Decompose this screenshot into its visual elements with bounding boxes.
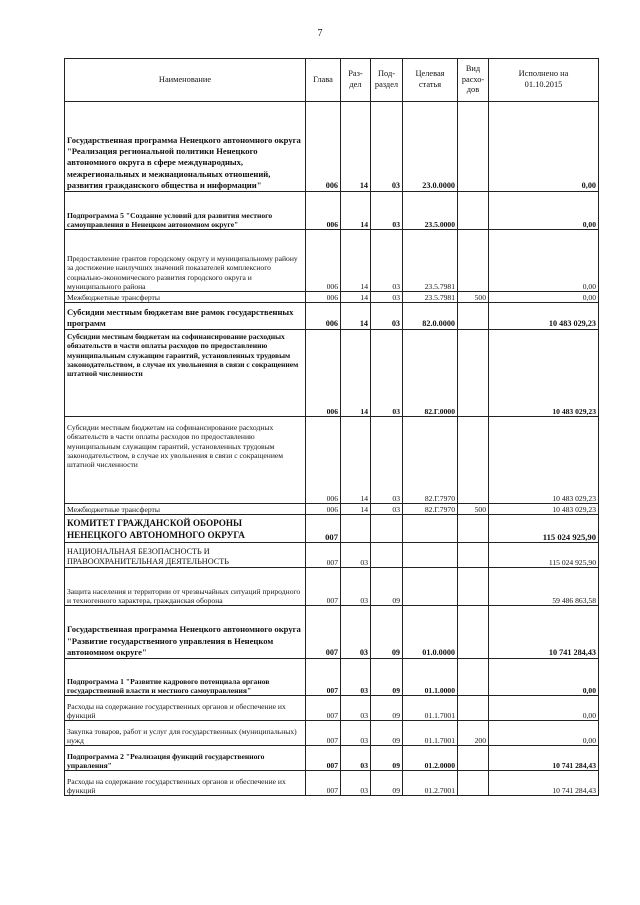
table-row [65,771,599,796]
row-podrazdel: 09 [371,721,403,746]
row-glava: 007 [306,659,341,696]
row-razdel: 03 [341,543,371,568]
row-article: 82.Г.7970 [403,417,458,504]
header-podrazdel: Под- раздел [371,59,403,102]
row-glava: 007 [306,606,341,659]
row-article: 23.5.7981 [403,292,458,303]
row-razdel: 14 [341,417,371,504]
row-glava: 006 [306,417,341,504]
row-vid [458,771,489,796]
row-amount: 10 483 029,23 [489,330,599,417]
table-row [65,102,599,192]
row-article [403,568,458,606]
row-razdel: 14 [341,504,371,515]
header-article: Целевая статья [403,59,458,102]
row-article: 01.2.0000 [403,746,458,771]
row-name: Расходы на содержание государственных органов и обеспечение их функций [65,696,306,721]
row-razdel: 14 [341,292,371,303]
table-row [65,417,599,504]
header-razdel: Раз- дел [341,59,371,102]
row-razdel: 14 [341,192,371,230]
row-vid [458,568,489,606]
row-name: Защита населения и территории от чрезвычайных ситуаций природного и техногенного характера, гражданская оборона [65,568,306,606]
row-podrazdel: 09 [371,696,403,721]
header-glava: Глава [306,59,341,102]
row-article: 23.5.7981 [403,230,458,292]
row-article: 01.1.7001 [403,696,458,721]
row-podrazdel: 03 [371,504,403,515]
row-glava: 007 [306,746,341,771]
table-row [65,192,599,230]
row-podrazdel: 03 [371,303,403,330]
row-vid [458,192,489,230]
row-podrazdel: 09 [371,606,403,659]
row-amount: 10 741 284,43 [489,746,599,771]
row-article: 23.0.0000 [403,102,458,192]
row-razdel: 03 [341,568,371,606]
row-vid [458,543,489,568]
page-number: 7 [317,28,323,39]
row-article: 82.0.0000 [403,303,458,330]
row-amount: 0,00 [489,721,599,746]
row-name: Подпрограмма 5 "Создание условий для развития местного самоуправления в Ненецком автономном округе" [65,192,306,230]
row-vid [458,696,489,721]
row-name: Субсидии местным бюджетам на софинансирование расходных обязательств в части оплаты расходов по предоставлению муниципальным служащим гарантий, установленных трудовым законодательством, в случае их увольнения в связи с сокращением штатной численности [65,330,306,417]
row-name: Предоставление грантов городскому округу и муниципальному району за достижение наилучших значений показателей комплексного социально-экономического развития городского округа и муниципального района [65,230,306,292]
row-name: Подпрограмма 2 "Реализация функций государственного управления" [65,746,306,771]
row-glava: 007 [306,568,341,606]
row-razdel: 14 [341,102,371,192]
row-name: НАЦИОНАЛЬНАЯ БЕЗОПАСНОСТЬ И ПРАВООХРАНИТЕЛЬНАЯ ДЕЯТЕЛЬНОСТЬ [65,543,306,568]
row-vid: 500 [458,504,489,515]
row-glava: 007 [306,771,341,796]
row-article: 01.0.0000 [403,606,458,659]
table-row [65,543,599,568]
row-razdel: 14 [341,230,371,292]
table-row [65,515,599,543]
row-article: 01.2.7001 [403,771,458,796]
row-glava: 006 [306,303,341,330]
row-amount: 10 741 284,43 [489,771,599,796]
table-row [65,746,599,771]
header-vid: Вид расхо- дов [458,59,489,102]
row-amount: 0,00 [489,696,599,721]
row-podrazdel: 03 [371,330,403,417]
table-row [65,721,599,746]
row-razdel: 03 [341,771,371,796]
row-razdel: 14 [341,303,371,330]
row-vid [458,746,489,771]
row-glava: 006 [306,292,341,303]
table-row [65,230,599,292]
row-name: КОМИТЕТ ГРАЖДАНСКОЙ ОБОРОНЫ НЕНЕЦКОГО АВТОНОМНОГО ОКРУГА [65,515,306,543]
row-amount: 115 024 925,90 [489,543,599,568]
row-podrazdel: 03 [371,102,403,192]
row-amount: 10 483 029,23 [489,303,599,330]
row-vid [458,303,489,330]
row-glava: 007 [306,696,341,721]
row-podrazdel: 03 [371,230,403,292]
row-glava: 007 [306,721,341,746]
row-name: Межбюджетные трансферты [65,292,306,303]
row-name: Закупка товаров, работ и услуг для государственных (муниципальных) нужд [65,721,306,746]
table-row [65,696,599,721]
row-article: 82.Г.7970 [403,504,458,515]
row-razdel [341,515,371,543]
row-vid: 200 [458,721,489,746]
table-row [65,606,599,659]
row-podrazdel: 09 [371,568,403,606]
row-amount: 10 483 029,23 [489,504,599,515]
row-vid [458,417,489,504]
row-name: Подпрограмма 1 "Развитие кадрового потенциала органов государственной власти и местного самоуправления" [65,659,306,696]
row-name: Расходы на содержание государственных органов и обеспечение их функций [65,771,306,796]
row-amount: 0,00 [489,292,599,303]
row-amount: 0,00 [489,659,599,696]
table-row [65,292,599,303]
row-razdel: 03 [341,659,371,696]
row-glava: 006 [306,330,341,417]
row-article [403,515,458,543]
row-vid [458,102,489,192]
row-glava: 006 [306,102,341,192]
row-podrazdel [371,543,403,568]
row-glava: 006 [306,192,341,230]
row-podrazdel [371,515,403,543]
row-razdel: 03 [341,721,371,746]
row-podrazdel: 09 [371,659,403,696]
row-vid [458,330,489,417]
row-amount: 0,00 [489,192,599,230]
row-vid [458,659,489,696]
row-amount: 10 741 284,43 [489,606,599,659]
row-vid [458,515,489,543]
row-podrazdel: 03 [371,417,403,504]
table-row [65,330,599,417]
row-podrazdel: 03 [371,192,403,230]
row-amount: 10 483 029,23 [489,417,599,504]
row-vid: 500 [458,292,489,303]
header-name: Наименование [65,59,306,102]
header-executed: Исполнено на 01.10.2015 [489,59,599,102]
row-article: 82.Г.0000 [403,330,458,417]
row-podrazdel: 09 [371,771,403,796]
row-glava: 006 [306,504,341,515]
row-vid [458,606,489,659]
row-glava: 006 [306,230,341,292]
row-glava: 007 [306,543,341,568]
row-article: 01.1.7001 [403,721,458,746]
row-article: 23.5.0000 [403,192,458,230]
row-glava: 007 [306,515,341,543]
table-header-row [65,59,599,102]
row-amount: 115 024 925,90 [489,515,599,543]
row-amount: 59 486 863,58 [489,568,599,606]
row-podrazdel: 03 [371,292,403,303]
row-amount: 0,00 [489,230,599,292]
row-razdel: 03 [341,696,371,721]
row-name: Государственная программа Ненецкого автономного округа "Реализация региональной политики Ненецкого автономного округа в сфере международных, межрегиональных и межнациональных отношений, развития гражданского общества и информации" [65,102,306,192]
row-name: Субсидии местным бюджетам вне рамок государственных программ [65,303,306,330]
row-razdel: 14 [341,330,371,417]
table-row [65,504,599,515]
row-article [403,543,458,568]
row-article: 01.1.0000 [403,659,458,696]
table-row [65,303,599,330]
row-razdel: 03 [341,746,371,771]
row-vid [458,230,489,292]
budget-table [64,58,599,796]
row-razdel: 03 [341,606,371,659]
row-name: Государственная программа Ненецкого автономного округа "Развитие государственного управления в Ненецком автономном округе" [65,606,306,659]
table-row [65,568,599,606]
row-name: Субсидии местным бюджетам на софинансирование расходных обязательств в части оплаты расходов по предоставлению муниципальным служащим гарантий, установленных трудовым законодательством, в случае их увольнения в связи с сокращением штатной численности [65,417,306,504]
row-name: Межбюджетные трансферты [65,504,306,515]
row-podrazdel: 09 [371,746,403,771]
table-row [65,659,599,696]
row-amount: 0,00 [489,102,599,192]
